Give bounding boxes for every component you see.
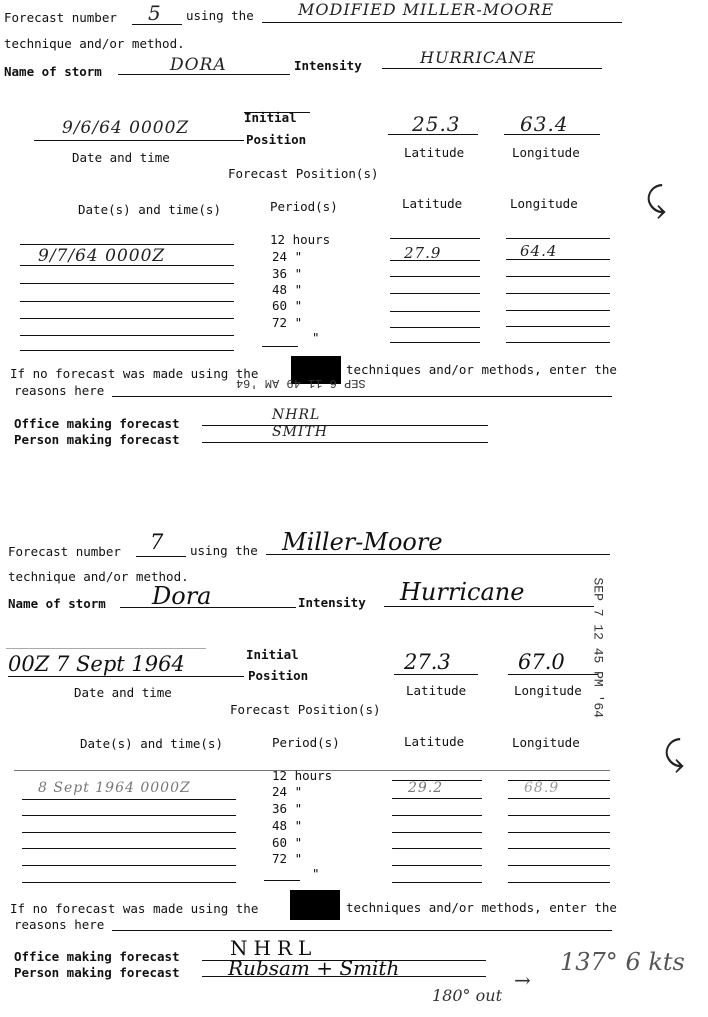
latitude-label: Latitude xyxy=(406,683,467,698)
latitude-col-label: Latitude xyxy=(404,734,465,749)
intensity-value: Hurricane xyxy=(400,578,525,606)
person-value: Rubsam + Smith xyxy=(228,956,400,980)
dates-times-label: Date(s) and time(s) xyxy=(80,736,223,751)
technique-label: technique and/or method. xyxy=(4,36,185,51)
row-line xyxy=(22,832,236,833)
forecast-datetime-value: 8 Sept 1964 0000Z xyxy=(38,780,191,796)
initial-lat-line xyxy=(394,674,478,675)
period-item: 48 " xyxy=(272,282,303,297)
row-line xyxy=(264,880,300,881)
arrow-mark-icon: ⤹ xyxy=(646,180,667,220)
period-item: 60 " xyxy=(272,835,303,850)
initial-datetime-value: 00Z 7 Sept 1964 xyxy=(8,652,185,676)
row-line xyxy=(22,865,236,866)
person-label: Person making forecast xyxy=(14,965,180,980)
reasons-label: reasons here xyxy=(14,917,105,932)
forecast-number-value: 5 xyxy=(148,1,162,25)
storm-name-label: Name of storm xyxy=(4,64,102,79)
longitude-col-label: Longitude xyxy=(510,196,578,211)
position-label: Position xyxy=(246,132,307,147)
using-the-label: using the xyxy=(186,8,254,23)
intensity-line xyxy=(384,606,594,607)
lon-line xyxy=(508,798,610,799)
lat-line xyxy=(392,882,482,883)
person-value: SMITH xyxy=(272,424,329,440)
period-item: " xyxy=(312,330,320,345)
dates-times-label: Date(s) and time(s) xyxy=(78,202,221,217)
lat-line xyxy=(392,865,482,866)
margin-note-heading: 137° 6 kts xyxy=(560,948,685,976)
forecast-number-label: Forecast number xyxy=(8,544,121,559)
period-item: 60 " xyxy=(272,298,303,313)
period-label: Period(s) xyxy=(272,735,340,750)
period-item: 72 " xyxy=(272,315,303,330)
forecast-lat-value: 29.2 xyxy=(408,780,444,796)
period-item: 24 " xyxy=(272,784,303,799)
received-stamp: SEP 6 11 49 AM '64 xyxy=(236,376,366,390)
date-time-label: Date and time xyxy=(74,685,172,700)
initial-datetime-line xyxy=(8,676,244,677)
period-item: 24 " xyxy=(272,249,303,264)
intensity-label: Intensity xyxy=(294,58,362,73)
arrow-mark-icon: ⤹ xyxy=(664,734,685,774)
initial-lon-value: 67.0 xyxy=(518,650,565,674)
row-line xyxy=(22,815,236,816)
position-label: Position xyxy=(248,668,309,683)
latitude-col-label: Latitude xyxy=(402,196,463,211)
lon-line xyxy=(508,832,610,833)
row-line xyxy=(22,799,236,800)
no-forecast-text-b: techniques and/or methods, enter the xyxy=(346,362,617,377)
initial-label: Initial xyxy=(246,647,299,662)
office-label: Office making forecast xyxy=(14,949,180,964)
no-forecast-text-b: techniques and/or methods, enter the xyxy=(346,900,617,915)
method-value: MODIFIED MILLER-MOORE xyxy=(298,0,555,19)
period-item: 36 " xyxy=(272,801,303,816)
forecast-positions-label: Forecast Position(s) xyxy=(230,702,381,717)
period-label: Period(s) xyxy=(270,199,338,214)
forecast-datetime-value: 9/7/64 0000Z xyxy=(38,246,166,266)
initial-lon-value: 63.4 xyxy=(520,112,569,136)
row-line xyxy=(22,848,236,849)
lat-line xyxy=(392,798,482,799)
forecast-lon-value: 68.9 xyxy=(524,780,560,796)
technique-label: technique and/or method. xyxy=(8,569,189,584)
period-item: 36 " xyxy=(272,266,303,281)
storm-name-value: DORA xyxy=(170,55,227,75)
longitude-label: Longitude xyxy=(514,683,582,698)
storm-name-value: Dora xyxy=(152,582,212,610)
initial-lat-value: 27.3 xyxy=(404,650,451,674)
reasons-label: reasons here xyxy=(14,383,105,398)
no-forecast-text-a: If no forecast was made using the xyxy=(10,366,259,381)
date-time-label: Date and time xyxy=(72,150,170,165)
longitude-col-label: Longitude xyxy=(512,735,580,750)
forecast-lon-value: 64.4 xyxy=(520,242,558,260)
period-item: 12 hours xyxy=(270,232,331,247)
intensity-label: Intensity xyxy=(298,595,366,610)
office-value: NHRL xyxy=(230,936,318,960)
lon-line xyxy=(508,882,610,883)
divider-line xyxy=(6,648,206,649)
office-value: NHRL xyxy=(272,407,321,423)
latitude-label: Latitude xyxy=(404,145,465,160)
forecast-positions-label: Forecast Position(s) xyxy=(228,166,379,181)
forecast-number-value: 7 xyxy=(150,530,164,554)
row-line xyxy=(22,882,236,883)
office-label: Office making forecast xyxy=(14,416,180,431)
initial-lat-value: 25.3 xyxy=(412,112,461,136)
reasons-line xyxy=(112,930,612,931)
lat-line xyxy=(392,848,482,849)
margin-arrow-icon: → xyxy=(514,968,531,992)
period-item: 48 " xyxy=(272,818,303,833)
period-item: 72 " xyxy=(272,851,303,866)
initial-datetime-value: 9/6/64 0000Z xyxy=(62,118,190,138)
period-item: " xyxy=(312,866,320,881)
margin-note-out: 180° out xyxy=(432,986,502,1005)
received-stamp: SEP 7 12 45 PM '64 xyxy=(590,577,606,718)
period-item: 12 hours xyxy=(272,768,333,783)
initial-lon-line xyxy=(508,674,598,675)
no-forecast-text-a: If no forecast was made using the xyxy=(10,901,259,916)
forecast-lat-value: 27.9 xyxy=(404,244,442,262)
lat-line xyxy=(392,815,482,816)
redacted-block xyxy=(290,890,340,920)
using-the-label: using the xyxy=(190,543,258,558)
intensity-value: HURRICANE xyxy=(420,48,537,67)
lat-line xyxy=(392,832,482,833)
storm-name-label: Name of storm xyxy=(8,596,106,611)
initial-label: Initial xyxy=(244,110,297,125)
longitude-label: Longitude xyxy=(512,145,580,160)
lon-line xyxy=(508,848,610,849)
person-label: Person making forecast xyxy=(14,432,180,447)
forecast-number-label: Forecast number xyxy=(4,10,117,25)
lon-line xyxy=(508,815,610,816)
method-value: Miller-Moore xyxy=(282,528,443,556)
forecast-number-line xyxy=(136,556,186,557)
lon-line xyxy=(508,865,610,866)
